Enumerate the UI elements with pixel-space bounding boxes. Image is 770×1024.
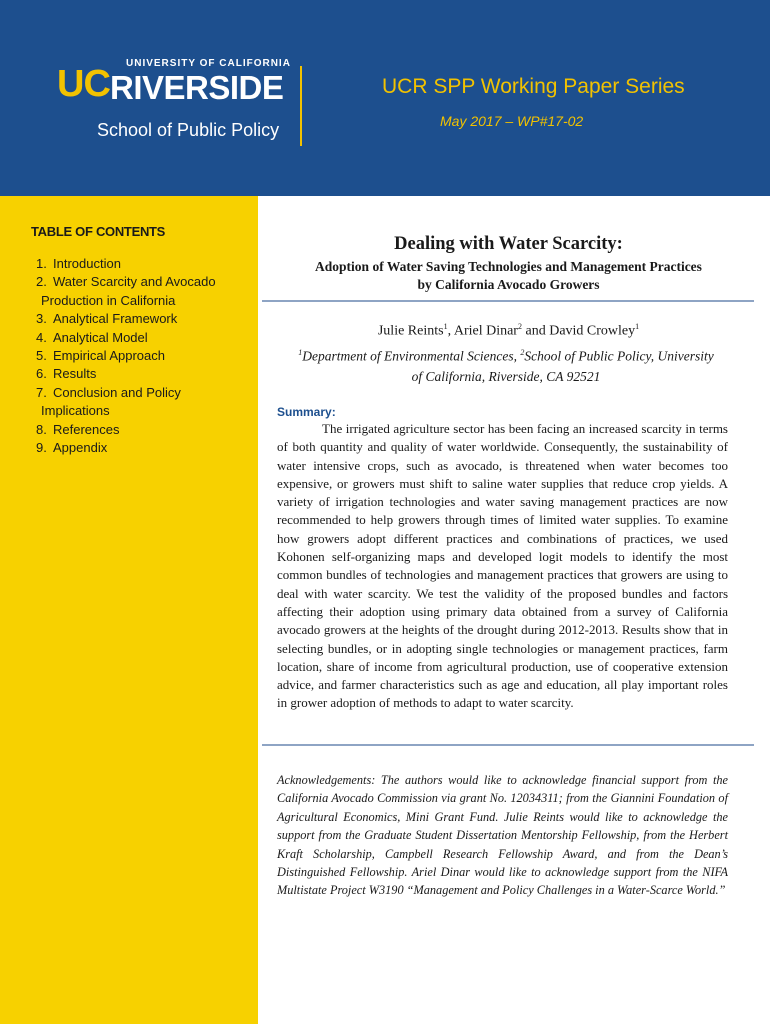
toc-item-number: 8. — [36, 421, 47, 437]
author-affiliation-mark: 1 — [443, 322, 448, 331]
toc-item-number: 7. — [36, 384, 47, 400]
toc-item-label: Analytical Model — [53, 329, 148, 345]
toc-item-label: References — [53, 421, 120, 437]
header-banner — [0, 0, 770, 196]
toc-item-number: 4. — [36, 329, 47, 345]
aff-sup-1: 1 — [298, 348, 303, 357]
toc-item-continuation: Implications — [41, 403, 110, 419]
toc-item-label: Appendix — [53, 440, 108, 456]
summary-text: The irrigated agriculture sector has been facing an increased scarcity in terms of both quantity and quality of water worldwide. Consequently, the sustainability of water intensive crops, such as avocado, is threatened when water becomes too expensive, or growers must shift to saline water supplies that reduce crop yields. A variety of irrigation technologies and water saving management practices are now recommended to help growers through times of limited water supplies. To examine how growers adopt different practices and combinations of practices, we used Kohonen self-organizing maps and developed logit models to identify the most common bundles of technologies and management practices that growers are using to deal with water scarcity. We test the validity of the proposed bundles and factors affecting their adoption using primary data obtained from a survey of California avocado growers at the heights of the drought during 2012-2013. Results show that in selecting bundles, or in adopting single technologies or management practices, farm location, share of income from agricultural production, use of cooperative extension advice, and farmer characteristics such as age and education, all play important roles in grower adoption of methods to adapt to water scarcity. — [277, 421, 728, 711]
logo-uc: UC — [57, 63, 110, 105]
author-separator: and — [521, 323, 550, 339]
toc-item-number: 3. — [36, 311, 47, 327]
authors-line — [276, 322, 741, 340]
subtitle-line-1: Adoption of Water Saving Technologies and Management Practices — [315, 259, 702, 274]
toc-item-number: 5. — [36, 348, 47, 364]
author-name: Ariel Dinar — [453, 323, 518, 339]
ucr-logo — [57, 58, 291, 148]
toc-item-label: Results — [53, 366, 97, 382]
author-affiliation-mark: 1 — [635, 322, 640, 331]
aff-dept-2: School of Public Policy, University of California, Riverside, CA 92521 — [411, 348, 714, 384]
toc-item-label: Water Scarcity and Avocado — [53, 274, 216, 290]
toc-item-number: 2. — [36, 274, 47, 290]
series-title: UCR SPP Working Paper Series — [382, 75, 685, 98]
toc-item[interactable] — [36, 384, 251, 421]
author-affiliation-mark: 2 — [517, 322, 522, 331]
toc-item[interactable] — [36, 273, 251, 310]
logo-university-line: UNIVERSITY OF CALIFORNIA — [126, 58, 291, 69]
toc-item[interactable] — [36, 255, 251, 273]
toc-item[interactable] — [36, 310, 251, 328]
acknowledgements: Acknowledgements: The authors would like to acknowledge financial support from the California Avocado Commission via grant No. 12034311; from the Giannini Foundation of Agricultural Economics, Mini Grant Fund. Julie Reints would like to acknowledge the support from the Graduate Student Dissertation Mentorship Fellowship, from the Herbert Kraft Scholarship, Campbell Research Fellowship Award, and from the Dean’s Distinguished Fellowship. Ariel Dinar would like to acknowledge support from the NIFA Multistate Project W3190 “Management and Policy Challenges in a Water-Scarce World.” — [277, 773, 728, 898]
toc-item[interactable] — [36, 439, 251, 457]
author-name: David Crowley — [549, 323, 636, 339]
toc-item[interactable] — [36, 365, 251, 383]
toc-item-label: Analytical Framework — [53, 311, 178, 327]
author-name: Julie Reints — [377, 323, 444, 339]
aff-dept-1: Department of Environmental Sciences, — [302, 348, 521, 364]
divider-rule-top — [262, 300, 754, 302]
toc-item[interactable] — [36, 421, 251, 439]
summary-label: Summary: — [277, 405, 336, 419]
toc-item[interactable] — [36, 347, 251, 365]
toc-list — [36, 255, 251, 457]
header-divider — [300, 66, 302, 146]
toc-title: TABLE OF CONTENTS — [31, 224, 166, 239]
toc-item-label: Empirical Approach — [53, 348, 165, 364]
logo-school-name: School of Public Policy — [97, 120, 280, 140]
paper-title: Dealing with Water Scarcity: — [394, 234, 623, 254]
series-subtitle: May 2017 – WP#17-02 — [440, 113, 584, 129]
affiliation — [296, 343, 716, 387]
author-separator: , — [447, 323, 454, 339]
aff-sup-2: 2 — [520, 348, 525, 357]
toc-item-number: 1. — [36, 256, 47, 271]
toc-item-label: Conclusion and Policy — [53, 384, 181, 400]
logo-riverside: RIVERSIDE — [110, 69, 284, 106]
paper-subtitle — [276, 258, 741, 293]
toc-item[interactable] — [36, 329, 251, 347]
subtitle-line-2: by California Avocado Growers — [417, 276, 600, 292]
divider-rule-bottom — [262, 744, 754, 746]
toc-item-continuation: Production in California — [41, 292, 176, 308]
toc-sidebar — [0, 196, 258, 1024]
toc-item-number: 9. — [36, 440, 47, 456]
toc-item-label: Introduction — [53, 256, 121, 271]
toc-item-number: 6. — [36, 366, 47, 382]
